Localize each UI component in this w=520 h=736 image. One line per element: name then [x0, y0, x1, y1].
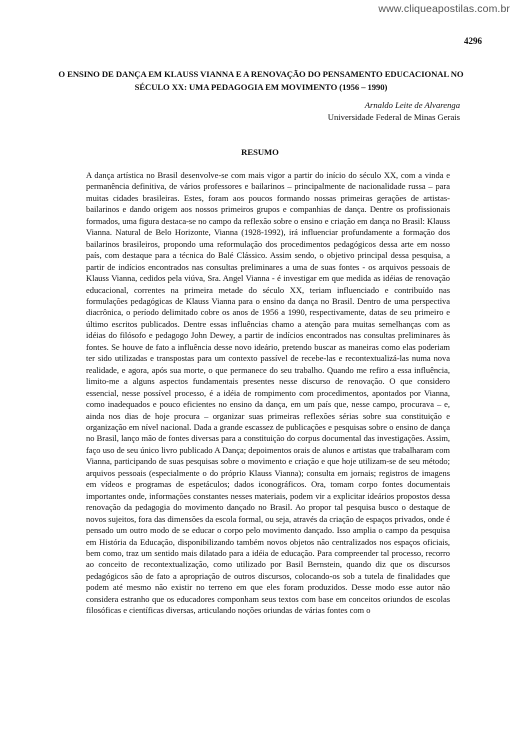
author-affiliation: Universidade Federal de Minas Gerais — [327, 111, 460, 122]
author-block — [328, 100, 460, 123]
abstract-text: A dança artística no Brasil desenvolve-se com mais vigor a partir do início do século XX, com a vinda e permanência definitiva, de vários professores e bailarinos – principalmente de nacionalidade russa – para muitas cidades brasileiras. Estes, foram aos poucos formando nossas primeiras gerações de artistas-bailarinos e dando origem aos nossos primeiros grupos e companhias de dança. Dentre os profissionais formados, uma figura destaca-se no campo da reflexão sobre o ensino e criação em dança no Brasil: Klauss Vianna. Natural de Belo Horizonte, Vianna (1928-1992), irá influenciar profundamente a formação dos bailarinos brasileiros, propondo uma reformulação dos procedimentos pedagógicos dessa arte em nosso país, com destaque para a técnica do Balé Clássico. Assim sendo, o objetivo principal dessa pesquisa, a partir de indícios encontrados nas consultas preliminares a uma de suas fontes - os arquivos pessoais de Klauss Vianna, cedidos pela viúva, Sra. Angel Vianna - é investigar em que medida as idéias de renovação educacional, correntes na primeira metade do século XX, teriam influenciado e contribuído nas formulações pedagógicas de Klauss Vianna para o ensino da dança no Brasil. Dentro de uma perspectiva diacrônica, o período delimitado cobre os anos de 1956 a 1990, respectivamente, datas de seu primeiro e último escritos publicados. Dentre essas influências chamo a atenção para muitas semelhanças com as idéias do filósofo e pedagogo John Dewey, a partir de indícios encontrados nas consultas preliminares às fontes. Se houve de fato a influência desse novo ideário, pretendo buscar as maneiras como elas poderiam ter sido utilizadas e transpostas para um contexto passível de recebe-las e recontextualizá-las numa nova realidade, e agora, após sua morte, o que permanece do seu trabalho. Quando me refiro a essa influência, limito-me a alguns aspectos fundamentais presentes nesse discurso de renovação. O que considero essencial, nesse possível processo, é a idéia de rompimento com procedimentos, apontados por Vianna, como inadequados e pouco eficientes no ensino da dança, em um país que, nesse campo, procurava – e, ainda nos dias de hoje procura – organizar suas primeiras reflexões sérias sobre sua constituição e organização em nível nacional. Dada a grande escassez de publicações e pesquisas sobre o ensino de dança no Brasil, lanço mão de fontes diversas para a constituição do corpus documental das investigações. Assim, faço uso de seu único livro publicado A Dança; depoimentos orais de alunos e artistas que trabalharam com Vianna, participando de suas pesquisas sobre o movimento e criação e que hoje utilizam-se de seu método; arquivos pessoais (especialmente o do próprio Klauss Vianna); consulta em jornais; registros de imagens em vídeos e programas de espetáculos; dados iconográficos. Ora, tomam corpo fontes documentais importantes onde, informações constantes nesses materiais, podem vir a explicitar ideários propostos dessa renovação da pedagogia do movimento dançado no Brasil. Ao propor tal pesquisa busco o destaque de novos sujeitos, fora das dimensões da escola formal, ou seja, através da criação de espaços privados, onde é pensado um outro modo de se educar o corpo pelo movimento dançado. Isso amplia o campo da pesquisa em História da Educação, disponibilizando também novos objetos não centralizados nos espaços oficiais, bem como, traz um sentido mais dilatado para a idéia de educação. Para compreender tal processo, recorro ao conceito de recontextualização, como utilizado por Basil Bernstein, quando diz que os discursos pedagógicos são de fato a apropriação de outros discursos, colocando-os sob a tutela de finalidades que podem até mesmo não existir no terreno em que eles foram produzidos. Desse modo esse autor não considera estranho que os educadores componham seus textos com base em conceitos oriundos de escolas filosóficas e científicas diversas, articulando noções oriundas de várias fontes com o — [86, 170, 450, 616]
page-number: 4296 — [464, 36, 482, 46]
paper-title: O ENSINO DE DANÇA EM KLAUSS VIANNA E A RENOVAÇÃO DO PENSAMENTO EDUCACIONAL NO SÉCULO XX: UMA PEDAGOGIA EM MOVIMENTO (1956 – 1990) — [58, 69, 464, 92]
author-name: Arnaldo Leite de Alvarenga — [364, 100, 460, 110]
site-watermark: www.cliqueapostilas.com.br — [378, 3, 510, 15]
section-heading: RESUMO — [241, 147, 279, 157]
